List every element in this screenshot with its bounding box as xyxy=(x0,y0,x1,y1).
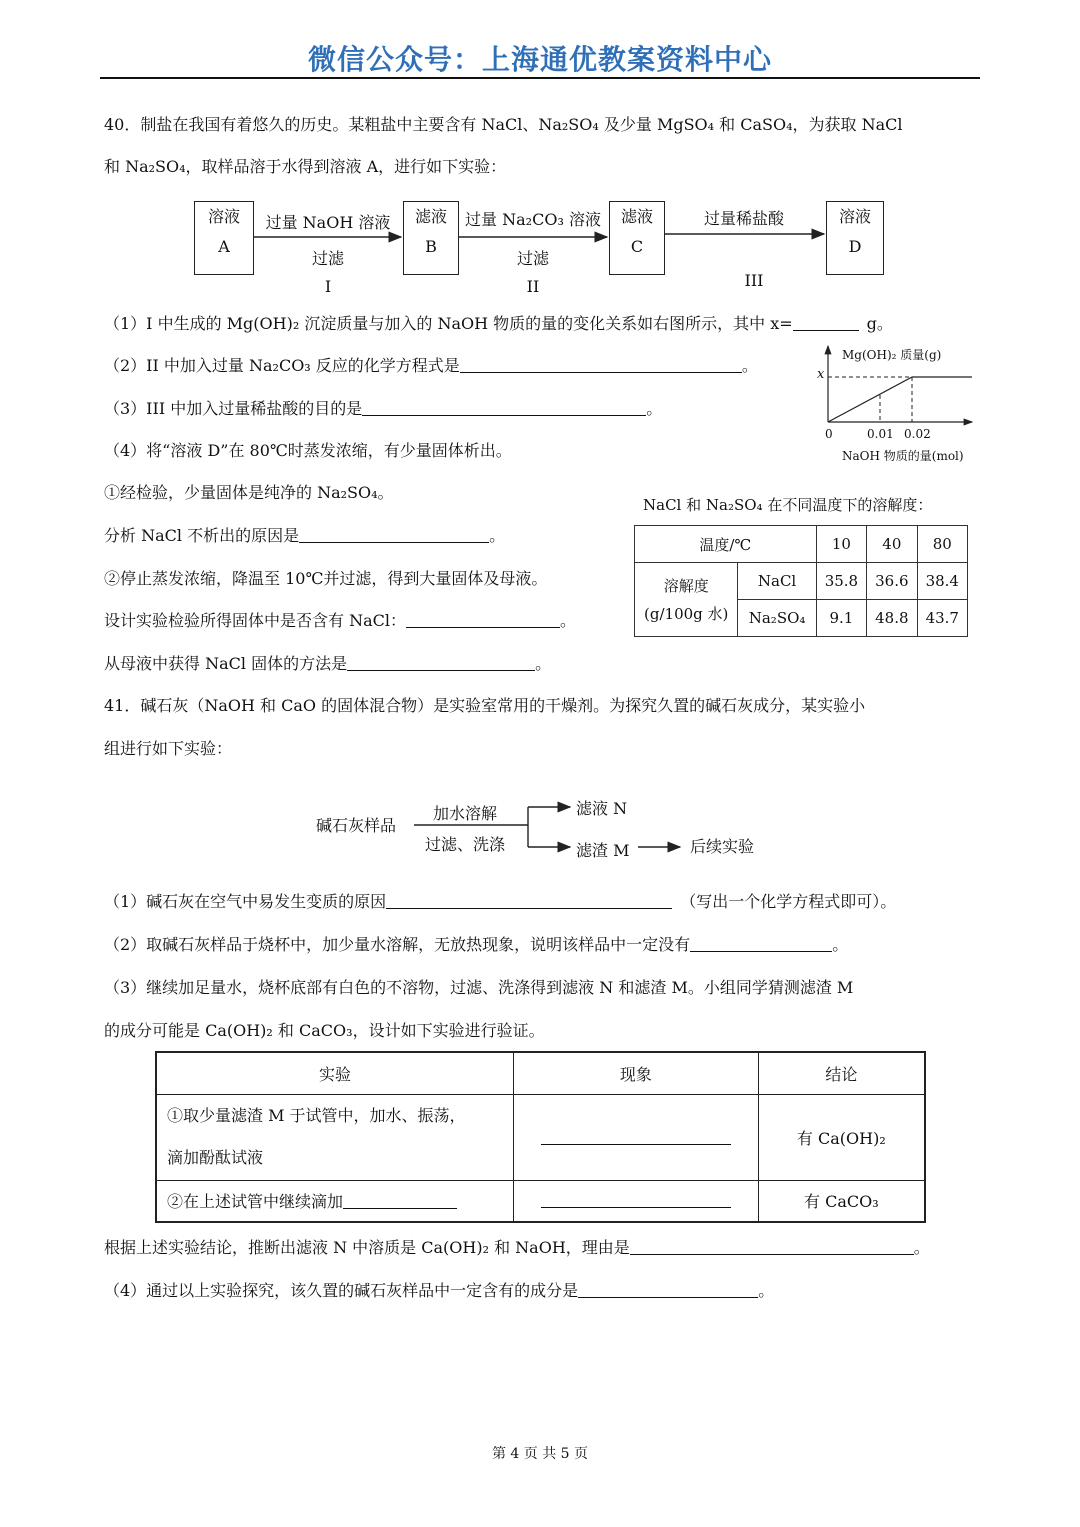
flow-box-c-top: 滤液 xyxy=(620,207,653,226)
solubility-table xyxy=(634,525,968,637)
graph-x-label: NaOH 物质的量(mol) xyxy=(842,449,964,463)
flow-step1-op: 过滤 xyxy=(311,249,344,268)
graph-tick1: 0.01 xyxy=(867,427,894,441)
q41-intro-line1: 41．碱石灰（NaOH 和 CaO 的固体混合物）是实验室常用的干燥剂。为探究久置的碱石灰成分，某实验小 xyxy=(104,696,866,715)
sol-na2so4-40: 48.8 xyxy=(867,600,917,637)
flow-box-d-bottom: D xyxy=(848,237,862,256)
exp-row2-phenomenon-blank[interactable] xyxy=(541,1191,731,1208)
q41-part4-end: 。 xyxy=(758,1281,775,1300)
experiment-table xyxy=(155,1051,926,1223)
q41-part3-line1: （3）继续加足量水，烧杯底部有白色的不溶物，过滤、洗涤得到滤液 N 和滤渣 M。小组同学猜测滤渣 M xyxy=(104,978,854,997)
q40-part4-sub5 xyxy=(104,652,551,676)
q40-part4-sub1: ①经检验，少量固体是纯净的 Na₂SO₄。 xyxy=(104,483,394,502)
q41-step-top: 加水溶解 xyxy=(433,804,498,823)
q41-part3-line2: 的成分可能是 Ca(OH)₂ 和 CaCO₃，设计如下实验进行验证。 xyxy=(104,1021,545,1040)
q41-part4-text: （4）通过以上实验探究，该久置的碱石灰样品中一定含有的成分是 xyxy=(104,1281,579,1300)
q40-part3 xyxy=(104,397,662,421)
q40-part4-sub5-text: 从母液中获得 NaCl 固体的方法是 xyxy=(104,654,348,673)
flow-box-c-bottom: C xyxy=(630,237,644,256)
graph-y-label: Mg(OH)₂ 质量(g) xyxy=(842,348,942,362)
q41-step-bottom: 过滤、洗涤 xyxy=(425,835,506,854)
exp-row2-phenomenon xyxy=(514,1180,759,1222)
sol-row-header-line1: 溶解度 xyxy=(663,576,709,595)
sol-temp-3: 80 xyxy=(917,526,967,563)
q40-part4-sub3: ②停止蒸发浓缩，降温至 10℃并过滤，得到大量固体及母液。 xyxy=(104,569,548,588)
exp-row1-experiment-line2: 滴加酚酞试液 xyxy=(167,1148,264,1167)
q41-part3-after-blank[interactable] xyxy=(630,1238,914,1255)
q41-part1-end: （写出一个化学方程式即可）。 xyxy=(680,892,897,911)
flow-step3-reagent: 过量稀盐酸 xyxy=(703,209,784,228)
q41-residue: 滤渣 M xyxy=(576,841,630,860)
q40-part4-sub4-text: 设计实验检验所得固体中是否含有 NaCl： xyxy=(104,611,406,630)
exp-row2-experiment xyxy=(156,1180,514,1222)
q40-part1 xyxy=(104,312,893,336)
q40-part4-sub2-end: 。 xyxy=(489,526,506,545)
exp-row2-experiment-blank[interactable] xyxy=(343,1192,457,1209)
sol-temp-1: 10 xyxy=(816,526,866,563)
flow-step2-reagent: 过量 Na₂CO₃ 溶液 xyxy=(465,210,601,229)
q40-part1-blank[interactable] xyxy=(793,314,859,331)
sol-row-header-line2: (g/100g 水) xyxy=(644,604,729,623)
page-header-title: 微信公众号：上海通优教案资料中心 xyxy=(307,43,772,76)
q41-part1-blank[interactable] xyxy=(386,892,672,909)
q41-flow-arrows xyxy=(0,780,1080,870)
q41-next: 后续实验 xyxy=(690,837,755,856)
flow-step2-num: II xyxy=(526,277,540,296)
flow-box-a-top: 溶液 xyxy=(207,207,240,226)
exp-row1-conclusion: 有 Ca(OH)₂ xyxy=(758,1094,925,1180)
sol-nacl-80: 38.4 xyxy=(917,563,967,600)
exp-row1-phenomenon-blank[interactable] xyxy=(541,1128,731,1145)
sol-temp-header: 温度/℃ xyxy=(635,526,817,563)
flow-box-b-bottom: B xyxy=(425,237,437,256)
q40-part4: （4）将“溶液 D”在 80℃时蒸发浓缩，有少量固体析出。 xyxy=(104,441,512,460)
q40-part2-text: （2）II 中加入过量 Na₂CO₃ 反应的化学方程式是 xyxy=(104,356,460,375)
q41-part1 xyxy=(104,890,896,914)
sol-nacl-10: 35.8 xyxy=(816,563,866,600)
exp-row1-phenomenon xyxy=(514,1094,759,1180)
q41-part3-after-end: 。 xyxy=(913,1238,930,1257)
flow-step2-op: 过滤 xyxy=(516,249,549,268)
q40-intro-line1: 40．制盐在我国有着悠久的历史。某粗盐中主要含有 NaCl、Na₂SO₄ 及少量 MgSO₄ 和 CaSO₄，为获取 NaCl xyxy=(104,115,903,134)
q41-part3-after xyxy=(104,1236,930,1260)
page-footer: 第 4 页 共 5 页 xyxy=(491,1446,589,1462)
q40-part4-sub4-blank[interactable] xyxy=(406,611,560,628)
q40-intro-line2: 和 Na₂SO₄，取样品溶于水得到溶液 A，进行如下实验： xyxy=(104,157,507,176)
flow-step1-num: I xyxy=(324,277,332,296)
flow-step1-reagent: 过量 NaOH 溶液 xyxy=(265,213,391,232)
q41-part3-after-text: 根据上述实验结论，推断出滤液 N 中溶质是 Ca(OH)₂ 和 NaOH，理由是 xyxy=(104,1238,630,1257)
flow-box-a-bottom: A xyxy=(218,237,230,256)
graph-tick2: 0.02 xyxy=(904,427,931,441)
sol-temp-2: 40 xyxy=(867,526,917,563)
q40-part4-sub2-blank[interactable] xyxy=(299,526,489,543)
q41-part4-blank[interactable] xyxy=(578,1281,758,1298)
q40-part4-sub4 xyxy=(104,609,576,633)
q40-part3-blank[interactable] xyxy=(362,399,646,416)
exp-row1-experiment-line1: ①取少量滤渣 M 于试管中，加水、振荡， xyxy=(167,1106,466,1125)
q40-part4-sub2 xyxy=(104,524,505,548)
sol-na2so4-80: 43.7 xyxy=(917,600,967,637)
q40-part3-end: 。 xyxy=(646,399,663,418)
q40-part2 xyxy=(104,354,758,378)
flow-box-d-top: 溶液 xyxy=(838,207,871,226)
q40-part1-unit: g。 xyxy=(866,314,893,333)
exp-header-experiment: 实验 xyxy=(156,1052,514,1094)
graph-origin: 0 xyxy=(825,427,833,441)
q40-part3-text: （3）III 中加入过量稀盐酸的目的是 xyxy=(104,399,363,418)
q40-part1-text: （1）I 中生成的 Mg(OH)₂ 沉淀质量与加入的 NaOH 物质的量的变化关系如右图所示，其中 x= xyxy=(104,314,793,333)
q41-part1-text: （1）碱石灰在空气中易发生变质的原因 xyxy=(104,892,387,911)
exp-row1-experiment xyxy=(156,1094,514,1180)
q41-sample: 碱石灰样品 xyxy=(316,816,397,835)
sol-nacl-40: 36.6 xyxy=(867,563,917,600)
q40-part4-sub4-end: 。 xyxy=(560,611,577,630)
q41-part4 xyxy=(104,1279,774,1303)
q40-part4-sub5-end: 。 xyxy=(535,654,552,673)
sol-na2so4-label: Na₂SO₄ xyxy=(738,600,816,637)
q40-part2-blank[interactable] xyxy=(460,356,742,373)
q41-part2-text: （2）取碱石灰样品于烧杯中，加少量水溶解，无放热现象，说明该样品中一定没有 xyxy=(104,935,691,954)
q41-part2-blank[interactable] xyxy=(690,935,832,952)
q41-part2 xyxy=(104,933,848,957)
q41-filtrate: 滤液 N xyxy=(576,799,628,818)
q40-part4-sub2-text: 分析 NaCl 不析出的原因是 xyxy=(104,526,300,545)
flow-step3-num: III xyxy=(744,271,764,290)
graph-rising-line xyxy=(828,377,912,422)
exp-header-conclusion: 结论 xyxy=(758,1052,925,1094)
sol-na2so4-10: 9.1 xyxy=(816,600,866,637)
flow-box-b-top: 滤液 xyxy=(414,207,447,226)
solubility-caption: NaCl 和 Na₂SO₄ 在不同温度下的溶解度： xyxy=(643,496,933,514)
q40-part4-sub5-blank[interactable] xyxy=(347,654,535,671)
sol-nacl-label: NaCl xyxy=(738,563,816,600)
exp-row2-conclusion: 有 CaCO₃ xyxy=(758,1180,925,1222)
q41-intro-line2: 组进行如下实验： xyxy=(104,739,233,758)
q41-part2-end: 。 xyxy=(832,935,849,954)
exp-row2-experiment-text: ②在上述试管中继续滴加 xyxy=(167,1192,344,1212)
graph-x-value-mark: x xyxy=(817,367,825,382)
exp-header-phenomenon: 现象 xyxy=(514,1052,759,1094)
q40-part2-end: 。 xyxy=(741,356,758,375)
sol-row-header xyxy=(635,563,738,637)
